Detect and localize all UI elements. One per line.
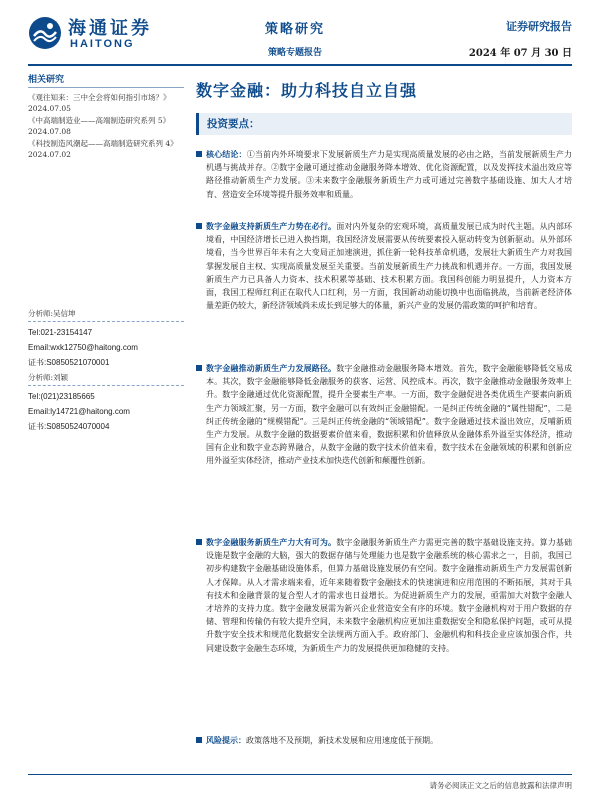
paragraph-lead: 风险提示：: [206, 735, 246, 745]
report-type: 证券研究报告: [506, 20, 572, 33]
main-content: [196, 70, 573, 745]
necessity-paragraph: [196, 220, 572, 312]
investment-points-bar: [196, 113, 572, 135]
related-item[interactable]: 《科技制造风潮起——高端制造研究系列 4》2024.07.02: [28, 139, 178, 159]
header-divider: [28, 64, 572, 66]
square-bullet-icon: [196, 737, 202, 743]
paragraph-lead: 数字金融支持新质生产力势在必行。: [206, 221, 337, 231]
square-bullet-icon: [196, 365, 202, 371]
report-meta-block: [469, 18, 572, 59]
document-title: 数字金融：助力科技自立自强: [196, 81, 418, 100]
analyst-tel: Tel:(021)23185665: [28, 392, 95, 401]
pathways-paragraph: [196, 362, 572, 468]
paragraph-body: ①当前内外环境要求下发展新质生产力是实现高质量发展的必由之路，当前发展新质生产力机遇与挑战并存。②数字金融可通过推动金融服务降本增效、优化资源配置，以及发挥技术溢出效应等路径推动新质生产力发展。③未来数字金融服务新质生产力或可通过完善数字基础设施、加大人才培育、营造安全环境等提升服务效率和质量。: [206, 150, 573, 199]
sidebar: [28, 72, 184, 712]
risk-warning-paragraph: [196, 734, 572, 747]
square-bullet-icon: [196, 539, 202, 545]
analyst-email[interactable]: Email:ly14721@haitong.com: [28, 407, 130, 416]
paragraph-lead: 数字金融推动新质生产力发展路径。: [206, 363, 337, 373]
report-category: 策略研究: [264, 22, 325, 37]
logo-chinese-text: 海通证券: [68, 18, 152, 39]
analyst-card: [28, 372, 184, 434]
haitong-logo-icon: [28, 16, 62, 50]
square-bullet-icon: [196, 151, 202, 157]
prospects-paragraph: [196, 536, 572, 655]
paragraph-body: 政策落地不及预期，新技术发展和应用速度低于预期。: [246, 736, 438, 745]
report-subtype: 策略专题报告: [267, 48, 322, 58]
analyst-email[interactable]: Email:wxk12750@haitong.com: [28, 343, 138, 352]
paragraph-body: 面对内外复杂的宏观环境，高质量发展已成为时代主题。从内部环境看，中国经济增长已进入换挡期，我国经济发展需要从传统要素投入驱动转变为创新驱动。从外部环境看，当今世界百年未有之大变局正加速演进，抓住新一轮科技革命机遇，发展壮大新质生产力对我国掌握发展自主权、实现高质量发展至关重要。当前发展新质生产力挑战和机遇并存。一方面，我国发展新质生产力已具备人力资本、技术积累等基础、技术积累方面。我国科创能力明显提升，人力资本方面，我国工程师红利正在取代人口红利，另一方面，我国新动动能切换中也面临挑战，当前新老经济体量差距仍较大，新经济领域尚未成长到足够大的体量，新兴产业的发展仍需政策的呵护和培育。: [206, 222, 573, 311]
paragraph-lead: 数字金融服务新质生产力大有可为。: [206, 537, 337, 547]
investment-points-label: 投资要点：: [207, 118, 260, 130]
report-date: 2024 年 07 月 30 日: [468, 48, 572, 59]
paragraph-body: 数字金融推动金融服务降本增效。首先，数字金融能够降低交易成本。其次，数字金融能够降低金融服务的获客、运营、风控成本。再次，数字金融推动金融服务效率上升。数字金融通过优化资源配置，提升全要素生产率。一方面，数字金融促进各类优质生产要素向新质生产力领域汇聚，另一方面，数字金融可以有效纠正金融错配。一是纠正传统金融的“属性错配”，二是纠正传统金融的“规模错配”。三是纠正传统金融的“领域错配”。数字金融通过技术溢出效应，反哺新质生产力发展。从数字金融的数据要素价值来看，数据积累和价值释放从金融体系外溢至实体经济，推动国有企业和数字业态跨界融合，从数字金融的数字技术价值来看，数字技术在金融领域的积累和创新应用外溢至实体经济，推动产业技术加快迭代创新和颠覆性创新。: [206, 364, 573, 466]
logo-english-text: HAITONG: [70, 38, 135, 50]
related-item[interactable]: 《中高端制造业——高端制造研究系列 5》2024.07.08: [28, 116, 171, 136]
analyst-cert: 证书:S0850524070004: [28, 422, 110, 431]
analyst-cert: 证书:S0850521070001: [28, 358, 110, 367]
footer-disclaimer[interactable]: 请务必阅读正文之后的信息披露和法律声明: [429, 781, 572, 790]
haitong-logo: [28, 12, 188, 56]
report-category-block: [240, 18, 350, 58]
analyst-card: [28, 308, 184, 370]
paragraph-lead: 核心结论：: [206, 149, 247, 159]
related-research-heading: 相关研究: [28, 72, 184, 88]
footer-divider: [28, 774, 572, 775]
core-conclusion-paragraph: [196, 148, 572, 201]
analyst-tel: Tel:021-23154147: [28, 328, 93, 337]
related-item[interactable]: 《观往知来：三中全会将如何指引市场？》2024.07.05: [28, 93, 171, 113]
paragraph-body: 数字金融服务新质生产力需更完善的数字基础设施支持。算力基础设施是数字金融的大脑，强大的数据存储与处理能力也是数字金融系统的核心需求之一，目前，我国已初步构建数字金融基础设施体系，但算力基础设施发展仍有空间。数字金融推动新质生产力发展需创新人才保障。从人才需求端来看，近年来随着数字金融技术的快速演进和应用范围的不断拓展，其对于具有技术和金融背景的复合型人才的需求也日益增长。为促进新质生产力的发展，亟需加大对数字金融人才培养的支持力度。数字金融发展需为新兴企业营造安全有序的环境。数字金融机构对于用户数据的存储、管理和传输仍有较大提升空间，未来数字金融机构应更加注重数据安全和隐私保护问题，或可从提升数字安全技术和规范化数据安全法规两方面入手。政府部门、金融机构和科技企业应该加强合作，共同建设数字金融生态环境，为新质生产力的发展提供更加稳健的支持。: [206, 538, 573, 653]
analyst-name: 分析师:吴信坤: [28, 308, 184, 322]
report-header: [0, 0, 600, 66]
square-bullet-icon: [196, 223, 202, 229]
analyst-name: 分析师:刘颖: [28, 372, 184, 386]
